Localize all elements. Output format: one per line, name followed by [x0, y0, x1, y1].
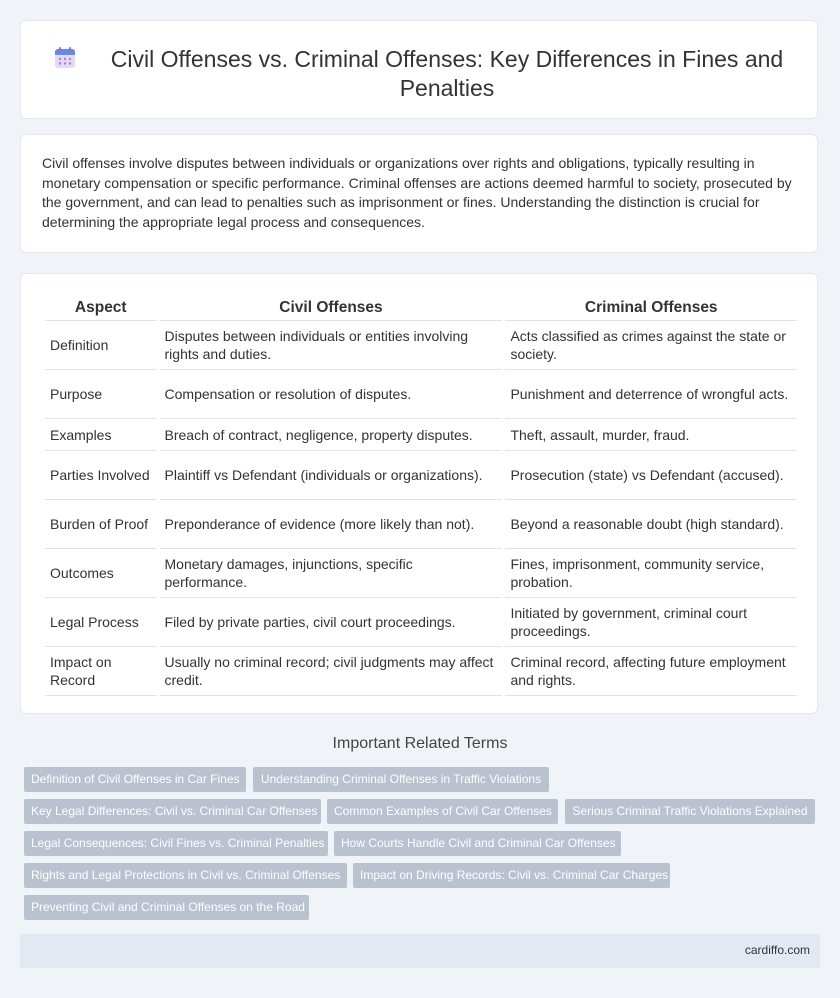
cell-civil: Monetary damages, injunctions, specific performance.	[160, 549, 503, 598]
related-tag-link[interactable]: Preventing Civil and Criminal Offenses on the Road	[24, 895, 309, 920]
table-row	[45, 549, 797, 598]
table-row	[45, 451, 797, 500]
cell-civil: Usually no criminal record; civil judgments may affect credit.	[160, 647, 503, 696]
cell-criminal: Acts classified as crimes against the state or society.	[505, 321, 797, 370]
cell-aspect: Legal Process	[45, 598, 157, 647]
table-row	[45, 647, 797, 696]
calendar-icon	[53, 46, 77, 70]
cell-aspect: Parties Involved	[45, 451, 157, 500]
cell-criminal: Fines, imprisonment, community service, probation.	[505, 549, 797, 598]
related-tag-link[interactable]: Key Legal Differences: Civil vs. Criminal Car Offenses	[24, 799, 321, 824]
related-tag-link[interactable]: Serious Criminal Traffic Violations Explained	[565, 799, 815, 824]
cell-criminal: Theft, assault, murder, fraud.	[505, 419, 797, 451]
table-row	[45, 598, 797, 647]
cell-criminal: Beyond a reasonable doubt (high standard).	[505, 500, 797, 549]
cell-civil: Filed by private parties, civil court proceedings.	[160, 598, 503, 647]
related-tag-link[interactable]: Rights and Legal Protections in Civil vs. Criminal Offenses	[24, 863, 347, 888]
related-tag-link[interactable]: Legal Consequences: Civil Fines vs. Criminal Penalties	[24, 831, 328, 856]
cell-criminal: Prosecution (state) vs Defendant (accused).	[505, 451, 797, 500]
intro-card	[20, 134, 818, 253]
cell-aspect: Purpose	[45, 370, 157, 419]
table-row	[45, 419, 797, 451]
table-row	[45, 321, 797, 370]
cell-criminal: Criminal record, affecting future employment and rights.	[505, 647, 797, 696]
header-civil: Civil Offenses	[160, 293, 503, 321]
cell-civil: Plaintiff vs Defendant (individuals or organizations).	[160, 451, 503, 500]
cell-aspect: Burden of Proof	[45, 500, 157, 549]
cell-civil: Compensation or resolution of disputes.	[160, 370, 503, 419]
cell-aspect: Examples	[45, 419, 157, 451]
table-header-row	[45, 293, 797, 321]
cell-civil: Preponderance of evidence (more likely than not).	[160, 500, 503, 549]
cell-aspect: Outcomes	[45, 549, 157, 598]
related-tag-link[interactable]: How Courts Handle Civil and Criminal Car Offenses	[334, 831, 621, 856]
comparison-card	[20, 273, 818, 714]
related-tag-link[interactable]: Common Examples of Civil Car Offenses	[327, 799, 558, 824]
header-criminal: Criminal Offenses	[505, 293, 797, 321]
cell-criminal: Initiated by government, criminal court proceedings.	[505, 598, 797, 647]
footer-site-link[interactable]: cardiffo.com	[744, 943, 810, 957]
cell-civil: Disputes between individuals or entities involving rights and duties.	[160, 321, 503, 370]
related-tag-link[interactable]: Definition of Civil Offenses in Car Fines	[24, 767, 246, 792]
related-terms-title: Important Related Terms	[332, 735, 508, 752]
cell-aspect: Definition	[45, 321, 157, 370]
table-row	[45, 370, 797, 419]
related-tag-link[interactable]: Understanding Criminal Offenses in Traffic Violations	[253, 767, 549, 792]
cell-criminal: Punishment and deterrence of wrongful acts.	[505, 370, 797, 419]
header-aspect: Aspect	[45, 293, 157, 321]
table-row	[45, 500, 797, 549]
intro-paragraph: Civil offenses involve disputes between individuals or organizations over rights and obligations, typically resulting in monetary compensation or specific performance. Criminal offenses are actions deemed harmful to society, prosecuted by the government, and can lead to penalties such as imprisonment or fines. Understanding the distinction is crucial for determining the appropriate legal process and consequences.	[42, 155, 792, 230]
related-tag-link[interactable]: Impact on Driving Records: Civil vs. Criminal Car Charges	[353, 863, 670, 888]
comparison-table	[42, 293, 800, 696]
footer	[20, 934, 820, 968]
page-title: Civil Offenses vs. Criminal Offenses: Key Differences in Fines and Penalties	[110, 46, 784, 101]
header-card	[20, 20, 818, 119]
cell-civil: Breach of contract, negligence, property disputes.	[160, 419, 503, 451]
cell-aspect: Impact on Record	[45, 647, 157, 696]
